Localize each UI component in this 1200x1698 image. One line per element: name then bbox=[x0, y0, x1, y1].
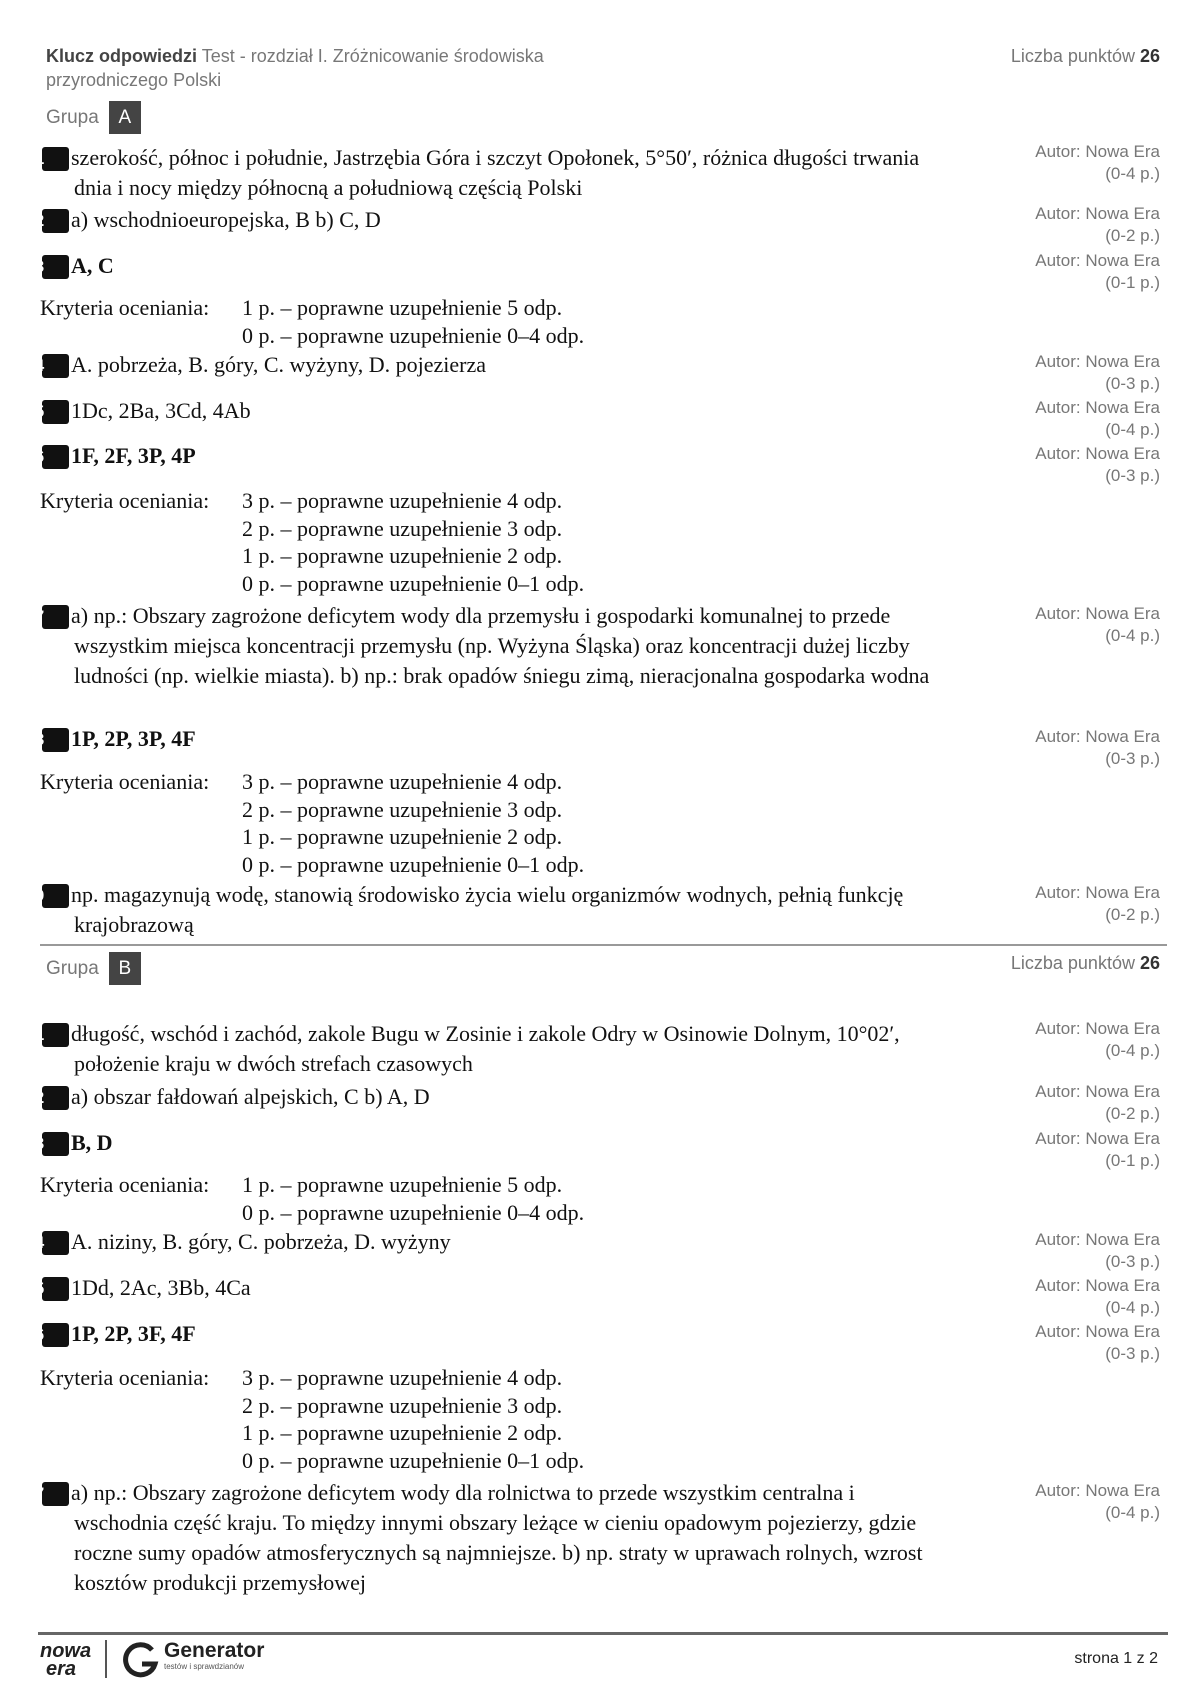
group-label: Grupa bbox=[46, 106, 99, 128]
answer-text: długość, wschód i zachód, zakole Bugu w Zosinie i zakole Odry w Osinowie Dolnym, 10°02′, położenie kraju w dwóch strefach czasowych bbox=[71, 1021, 900, 1076]
group-badge: A bbox=[109, 101, 141, 134]
author-a4: Autor: Nowa Era (0-3 p.) bbox=[1035, 352, 1160, 393]
logo-separator bbox=[105, 1640, 107, 1678]
answer-text: 1Dd, 2Ac, 3Bb, 4Ca bbox=[71, 1275, 251, 1300]
criteria-a3: Kryteria oceniania: 1 p. – poprawne uzupełnienie 5 odp. 0 p. – poprawne uzupełnienie 0–4 odp. bbox=[40, 295, 585, 348]
group-divider bbox=[40, 944, 1167, 946]
author-a7: Autor: Nowa Era (0-4 p.) bbox=[1035, 604, 1160, 645]
answer-a6 bbox=[34, 441, 954, 471]
group-label: Grupa bbox=[46, 957, 99, 979]
answer-a3 bbox=[34, 251, 954, 281]
answer-b7 bbox=[34, 1478, 954, 1598]
question-number: 6 bbox=[42, 1323, 69, 1347]
points-value: 26 bbox=[1139, 46, 1160, 66]
question-number: 2 bbox=[42, 209, 69, 233]
points-total-b bbox=[1011, 953, 1160, 974]
answer-text: szerokość, północ i południe, Jastrzębia Góra i szczyt Opołonek, 5°50′, różnica długości trwania dnia i nocy między północną a południową częścią Polski bbox=[71, 145, 920, 200]
answer-b3 bbox=[34, 1128, 954, 1158]
question-number: 2 bbox=[42, 1086, 69, 1110]
generator-g-icon bbox=[122, 1642, 160, 1685]
question-number: 1 bbox=[42, 147, 69, 171]
question-number: 7 bbox=[42, 1482, 69, 1506]
answer-text: a) obszar fałdowań alpejskich, C b) A, D bbox=[71, 1084, 430, 1109]
answer-text: 1P, 2P, 3P, 4F bbox=[71, 726, 196, 751]
answer-text: B, D bbox=[71, 1130, 113, 1155]
author-b1: Autor: Nowa Era (0-4 p.) bbox=[1035, 1019, 1160, 1060]
answer-a5 bbox=[34, 396, 954, 426]
answer-text: np. magazynują wodę, stanowią środowisko życia wielu organizmów wodnych, pełnią funkcję krajobrazową bbox=[71, 882, 904, 937]
answer-b6 bbox=[34, 1319, 954, 1349]
criteria-label: Kryteria oceniania: bbox=[40, 295, 210, 320]
generator-logo-subtitle: testów i sprawdzianów bbox=[164, 1662, 245, 1671]
answer-text: A. pobrzeża, B. góry, C. wyżyny, D. pojezierza bbox=[71, 352, 487, 377]
answer-a8 bbox=[34, 724, 954, 754]
author-a5: Autor: Nowa Era (0-4 p.) bbox=[1035, 398, 1160, 439]
question-number: 5 bbox=[42, 1277, 69, 1301]
answer-a4 bbox=[34, 350, 954, 380]
question-number: 4 bbox=[42, 354, 69, 378]
answer-text: 1F, 2F, 3P, 4P bbox=[71, 443, 196, 468]
criteria-a8: Kryteria oceniania: 3 p. – poprawne uzupełnienie 4 odp. 2 p. – poprawne uzupełnienie 3 odp. 1 p. – poprawne uzupełnienie 2 odp. 0 p. – poprawne uzupełnienie 0–1 odp. bbox=[40, 769, 585, 877]
title-rest: Test - rozdział I. Zróżnicowanie środowiska przyrodniczego Polski bbox=[46, 46, 544, 90]
footer-divider bbox=[38, 1632, 1168, 1635]
answer-a1 bbox=[34, 143, 954, 203]
question-number: 1 bbox=[42, 1023, 69, 1047]
author-b5: Autor: Nowa Era (0-4 p.) bbox=[1035, 1276, 1160, 1317]
group-a-header bbox=[46, 101, 141, 134]
answer-a2 bbox=[34, 205, 954, 235]
author-b4: Autor: Nowa Era (0-3 p.) bbox=[1035, 1230, 1160, 1271]
answer-text: a) wschodnioeuropejska, B b) C, D bbox=[71, 207, 381, 232]
criteria-a6: Kryteria oceniania: 3 p. – poprawne uzupełnienie 4 odp. 2 p. – poprawne uzupełnienie 3 odp. 1 p. – poprawne uzupełnienie 2 odp. 0 p. – poprawne uzupełnienie 0–1 odp. bbox=[40, 488, 585, 596]
points-label: Liczba punktów bbox=[1010, 46, 1135, 66]
answer-text: 1Dc, 2Ba, 3Cd, 4Ab bbox=[71, 398, 251, 423]
points-total-a bbox=[1011, 46, 1160, 67]
question-number: 6 bbox=[42, 445, 69, 469]
question-number: 9 bbox=[42, 884, 69, 908]
author-b3: Autor: Nowa Era (0-1 p.) bbox=[1035, 1129, 1160, 1170]
author-b2: Autor: Nowa Era (0-2 p.) bbox=[1035, 1082, 1160, 1123]
answer-a7 bbox=[34, 601, 954, 691]
criteria-b3: Kryteria oceniania: 1 p. – poprawne uzupełnienie 5 odp. 0 p. – poprawne uzupełnienie 0–4 odp. bbox=[40, 1172, 585, 1225]
answer-b5 bbox=[34, 1273, 954, 1303]
author-a6: Autor: Nowa Era (0-3 p.) bbox=[1035, 444, 1160, 485]
answer-b4 bbox=[34, 1227, 954, 1257]
author-b7: Autor: Nowa Era (0-4 p.) bbox=[1035, 1481, 1160, 1522]
nowa-era-logo: nowa era bbox=[40, 1640, 92, 1680]
answer-text: a) np.: Obszary zagrożone deficytem wody dla przemysłu i gospodarki komunalnej to przede wszystkim miejsca koncentracji przemysłu (np. Wyżyna Śląska) oraz koncentracji dużej liczby ludności (np. wielkie miasta). b) np.: brak opadów śniegu zimą, nieracjonalna gospodarka wodna bbox=[71, 603, 930, 688]
author-b6: Autor: Nowa Era (0-3 p.) bbox=[1035, 1322, 1160, 1363]
question-number: 8 bbox=[42, 728, 69, 752]
page-number: strona 1 z 2 bbox=[1074, 1650, 1158, 1667]
generator-logo-text: Generator bbox=[164, 1639, 265, 1662]
question-number: 3 bbox=[42, 255, 69, 279]
answer-text: a) np.: Obszary zagrożone deficytem wody dla rolnictwa to przede wszystkim centralna i wschodnia część kraju. To między innymi obszary leżące w cieniu opadowym pojezierzy, gdzie roczne sumy opadów atmosferycznych są najmniejsze. b) np. straty w uprawach rolnych, wzrost kosztów produkcji przemysłowej bbox=[71, 1480, 923, 1595]
answer-b1 bbox=[34, 1019, 954, 1079]
author-a8: Autor: Nowa Era (0-3 p.) bbox=[1035, 727, 1160, 768]
document-title bbox=[46, 44, 646, 92]
title-bold: Klucz odpowiedzi bbox=[46, 46, 197, 66]
answer-b2 bbox=[34, 1082, 954, 1112]
question-number: 7 bbox=[42, 605, 69, 629]
points-value: 26 bbox=[1139, 953, 1160, 973]
criteria-b6: Kryteria oceniania: 3 p. – poprawne uzupełnienie 4 odp. 2 p. – poprawne uzupełnienie 3 odp. 1 p. – poprawne uzupełnienie 2 odp. 0 p. – poprawne uzupełnienie 0–1 odp. bbox=[40, 1365, 585, 1473]
author-a3: Autor: Nowa Era (0-1 p.) bbox=[1035, 251, 1160, 292]
answer-text: A, C bbox=[71, 253, 114, 278]
author-a1: Autor: Nowa Era (0-4 p.) bbox=[1035, 142, 1160, 183]
author-a2: Autor: Nowa Era (0-2 p.) bbox=[1035, 204, 1160, 245]
question-number: 4 bbox=[42, 1231, 69, 1255]
question-number: 5 bbox=[42, 400, 69, 424]
points-label: Liczba punktów bbox=[1010, 953, 1135, 973]
group-badge: B bbox=[109, 952, 141, 985]
author-a9: Autor: Nowa Era (0-2 p.) bbox=[1035, 883, 1160, 924]
answer-a9 bbox=[34, 880, 954, 940]
question-number: 3 bbox=[42, 1132, 69, 1156]
answer-text: A. niziny, B. góry, C. pobrzeża, D. wyżyny bbox=[71, 1229, 451, 1254]
answer-text: 1P, 2P, 3F, 4F bbox=[71, 1321, 196, 1346]
group-b-header bbox=[46, 952, 141, 985]
